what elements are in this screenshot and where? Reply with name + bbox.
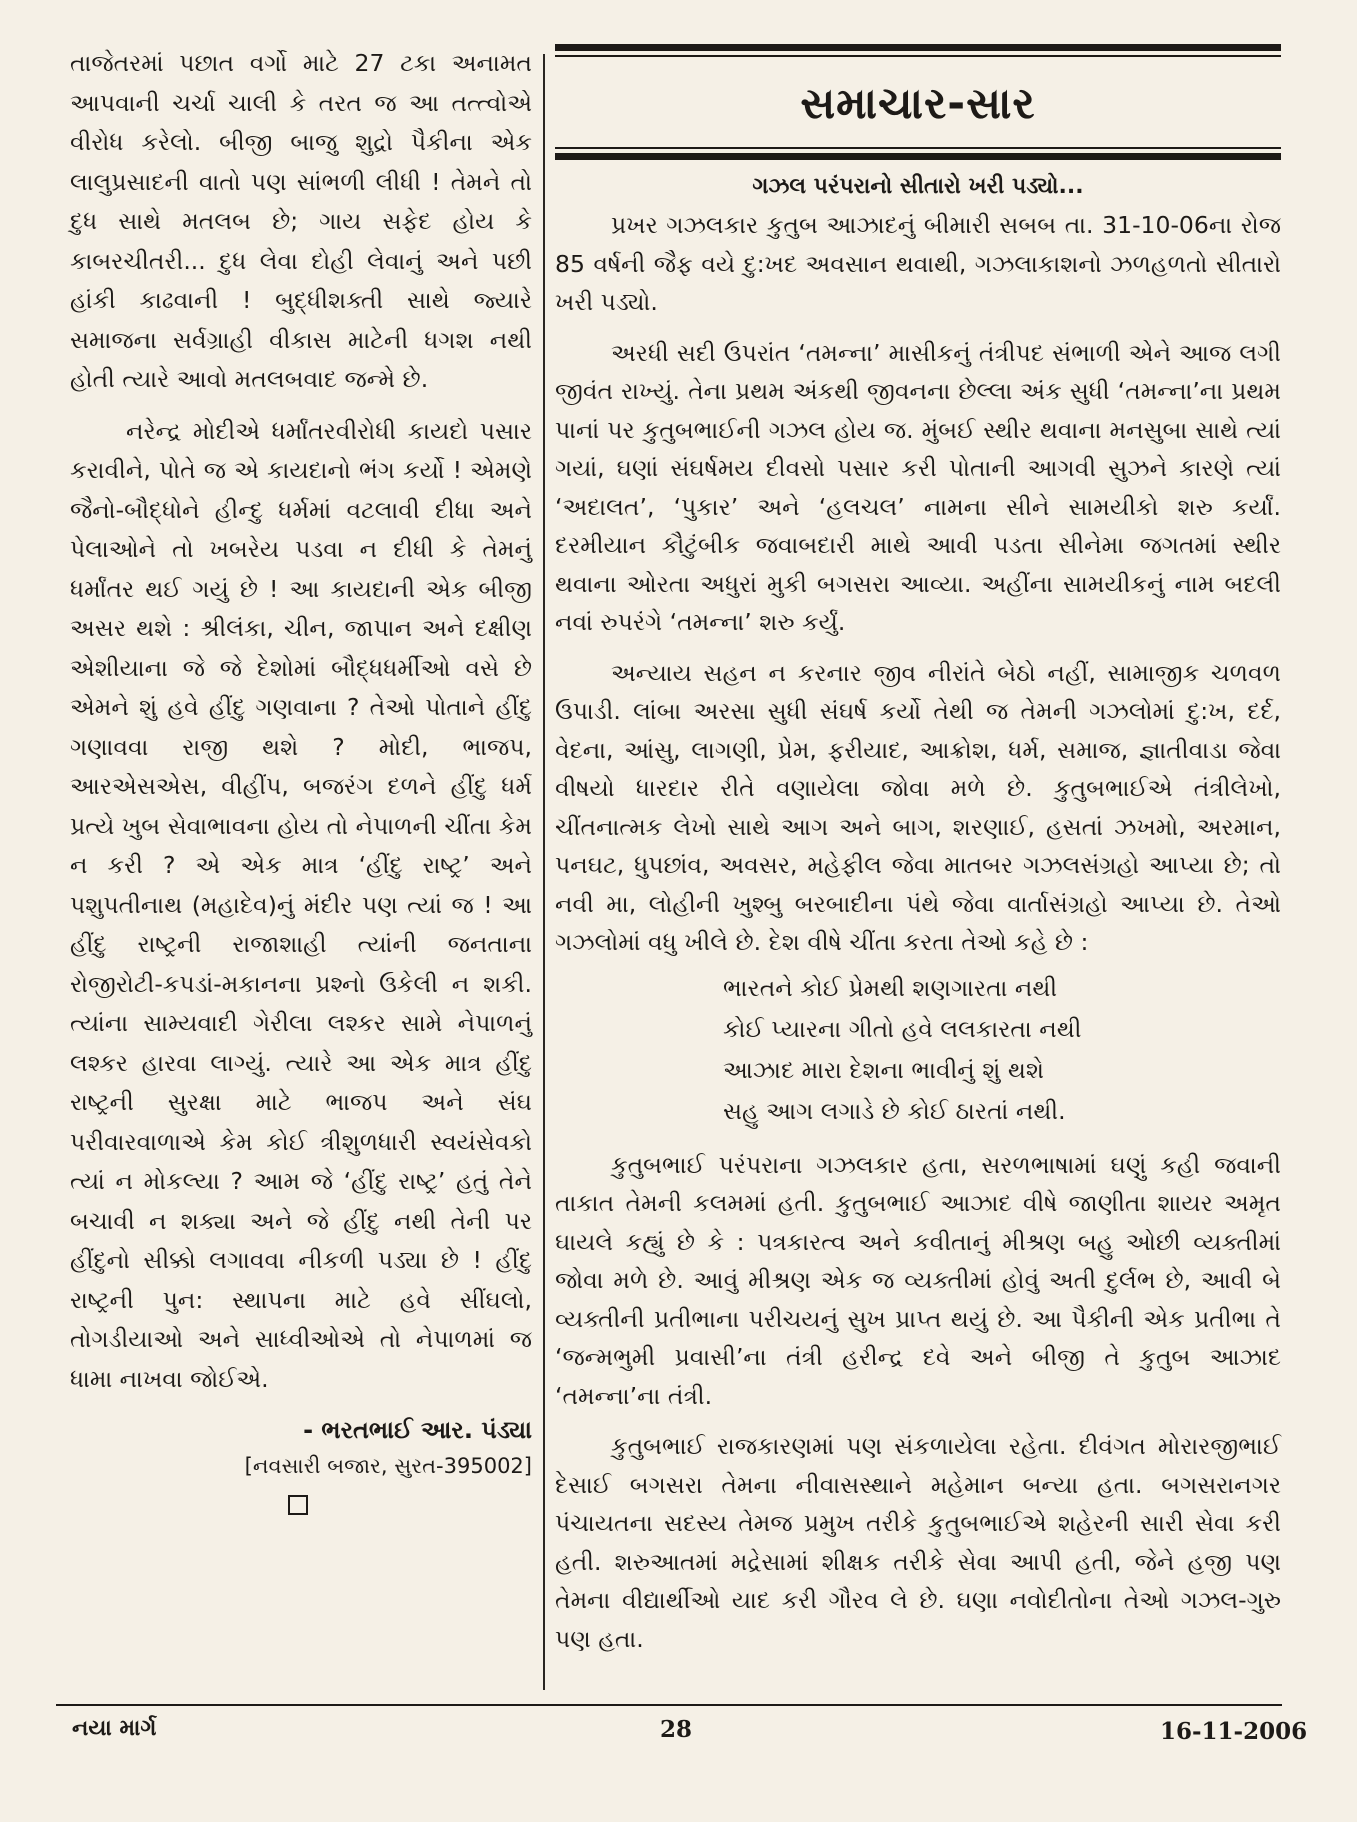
title-rule-bottom-thin (555, 147, 1281, 149)
page-number: 28 (660, 1716, 693, 1743)
issue-date: 16-11-2006 (1160, 1718, 1308, 1745)
left-column (70, 44, 532, 1704)
article-paragraph-3: અન્યાય સહન ન કરનાર જીવ નીરાંતે બેઠો નહીં, સામાજીક ચળવળ ઉપાડી. લાંબા અરસા સુધી સંઘર્ષ કર્યો તેથી જ તેમની ગઝલોમાં દુ:ખ, દર્દ, વેદના, આંસુ, લાગણી, પ્રેમ, ફરીયાદ, આક્રોશ, ધર્મ, સમાજ, જ્ઞાતીવાડા જેવા વીષયો ધારદાર રીતે વણાયેલા જોવા મળે છે. કુતુબભાઈએ તંત્રીલેખો, ચીંતનાત્મક લેખો સાથે આગ અને બાગ, શરણાઈ, હસતાં ઝખમો, અરમાન, પનઘટ, ધુપછાંવ, અવસર, મહેફીલ જેવા માતબર ગઝલસંગ્રહો આપ્યા છે; તો નવી મા, લોહીની ખુશ્બુ બરબાદીના પંથે જેવા વાર્તાસંગ્રહો આપ્યા છે. તેઓ ગઝલોમાં વધુ ખીલે છે. દેશ વીષે ચીંતા કરતા તેઓ કહે છે : (555, 658, 1281, 956)
right-column (555, 44, 1281, 1704)
left-paragraph-1: તાજેતરમાં પછાત વર્ગો માટે 27 ટકા અનામત આપવાની ચર્ચા ચાલી કે તરત જ આ તત્ત્વોએ વીરોધ કરેલો. બીજી બાજુ શુદ્રો પૈકીના એક લાલુપ્રસાદની વાતો પણ સાંભળી લીધી ! તેમને તો દુધ સાથે મતલબ છે; ગાય સફેદ હોય કે કાબરચીતરી... દુધ લેવા દોહી લેવાનું અને પછી હાંકી કાઢવાની ! બુદ્ધીશક્તી સાથે જ્યારે સમાજના સર્વગ્રાહી વીકાસ માટેની ધગશ નથી હોતી ત્યારે આવો મતલબવાદ જન્મે છે. (70, 49, 532, 393)
title-rule-top-thin (555, 55, 1281, 57)
left-paragraph-2: નરેન્દ્ર મોદીએ ધર્માંતરવીરોધી કાયદો પસાર કરાવીને, પોતે જ એ કાયદાનો ભંગ કર્યો ! એમણે જૈનો-બૌદ્ધોને હીન્દુ ધર્મમાં વટલાવી દીધા અને પેલાઓને તો ખબરેય પડવા ન દીધી કે તેમનું ધર્માંતર થઈ ગયું છે ! આ કાયદાની એક બીજી અસર થશે : શ્રીલંકા, ચીન, જાપાન અને દક્ષીણ એશીયાના જે જે દેશોમાં બૌદ્ધધર્મીઓ વસે છે એમને શું હવે હીંદુ ગણવાના ? તેઓ પોતાને હીંદુ ગણાવવા રાજી થશે ? મોદી, ભાજપ, આરએસએસ, વીહીંપ, બજરંગ દળને હીંદુ ધર્મ પ્રત્યે ખુબ સેવાભાવના હોય તો નેપાળની ચીંતા કેમ ન કરી ? એ એક માત્ર ‘હીંદુ રાષ્ટ્ર’ અને પશુપતીનાથ (મહાદેવ)નું મંદીર પણ ત્યાં જ ! આ હીંદુ રાષ્ટ્રની રાજાશાહી ત્યાંની જનતાના રોજીરોટી-કપડાં-મકાનના પ્રશ્નો ઉકેલી ન શકી. ત્યાંના સામ્યવાદી ગેરીલા લશ્કર સામે નેપાળનું લશ્કર હારવા લાગ્યું. ત્યારે આ એક માત્ર હીંદુ રાષ્ટ્રની સુરક્ષા માટે ભાજપ અને સંઘ પરીવારવાળાએ કેમ કોઈ ત્રીશુળધારી સ્વયંસેવકો ત્યાં ન મોકલ્યા ? આમ જે ‘હીંદુ રાષ્ટ્ર’ હતું તેને બચાવી ન શક્યા અને જે હીંદુ નથી તેની પર હીંદુનો સીક્કો લગાવવા નીકળી પડ્યા છે ! હીંદુ રાષ્ટ્રની પુન: સ્થાપના માટે હવે સીંઘલો, તોગડીયાઓ અને સાધ્વીઓએ તો નેપાળમાં જ ધામા નાખવા જોઈએ. (70, 416, 532, 1393)
footer-rule (56, 1704, 1282, 1706)
section-title: સમાચાર-સાર (800, 79, 1036, 129)
article-paragraph-1: પ્રખર ગઝલકાર કુતુબ આઝાદનું બીમારી સબબ તા. 31-10-06ના રોજ 85 વર્ષની જૈફ વયે દુ:ખદ અવસાન થવાથી, ગઝલાકાશનો ઝળહળતો સીતારો ખરી પડ્યો. (555, 211, 1281, 316)
poem-line-1: ભારતને કોઈ પ્રેમથી શણગારતા નથી (723, 973, 1058, 1002)
author-address: [નવસારી બજાર, સુરત-395002] (244, 1454, 532, 1478)
article-paragraph-2: અરધી સદી ઉપરાંત ‘તમન્ના’ માસીકનું તંત્રીપદ સંભાળી એને આજ લગી જીવંત રાખ્યું. તેના પ્રથમ અંકથી જીવનના છેલ્લા અંક સુધી ‘તમન્ના’ના પ્રથમ પાનાં પર કુતુબભાઈની ગઝલ હોય જ. મુંબઈ સ્થીર થવાના મનસુબા સાથે ત્યાં ગયાં, ઘણાં સંઘર્ષમય દીવસો પસાર કરી પોતાની આગવી સુઝને કારણે ત્યાં ‘અદાલત’, ‘પુકાર’ અને ‘હલચલ’ નામના સીને સામયીકો શરુ કર્યાં. દરમીયાન કૌટુંબીક જવાબદારી માથે આવી પડતા સીનેમા જગતમાં સ્થીર થવાના ઓરતા અધુરાં મુકી બગસરા આવ્યા. અહીંના સામયીકનું નામ બદલી નવાં રુપરંગે ‘તમન્ના’ શરુ કર્યું. (555, 338, 1281, 636)
title-rule-bottom-thick (555, 153, 1281, 160)
author-signature: - ભરતભાઈ આર. પંડ્યા (303, 1416, 532, 1444)
title-rule-top-thick (555, 44, 1281, 51)
article-heading: ગઝલ પરંપરાનો સીતારો ખરી પડ્યો... (752, 174, 1084, 199)
end-mark-box-icon (288, 1495, 308, 1515)
publication-name: નયા માર્ગ (72, 1716, 157, 1741)
poem-line-2: કોઈ પ્યારના ગીતો હવે લલકારતા નથી (723, 1014, 1082, 1043)
article-paragraph-5: કુતુબભાઈ રાજકારણમાં પણ સંકળાયેલા રહેતા. દીવંગત મોરારજીભાઈ દેસાઈ બગસરા તેમના નીવાસસ્થાને મહેમાન બન્યા હતા. બગસરાનગર પંચાયતના સદસ્ય તેમજ પ્રમુખ તરીકે કુતુબભાઈએ શહેરની સારી સેવા કરી હતી. શરુઆતમાં મદ્રેસામાં શીક્ષક તરીકે સેવા આપી હતી, જેને હજી પણ તેમના વીદ્યાર્થીઓ યાદ કરી ગૌરવ લે છે. ઘણા નવોદીતોના તેઓ ગઝલ-ગુરુ પણ હતા. (555, 1432, 1281, 1653)
poem-line-4: સહુ આગ લગાડે છે કોઈ ઠારતાં નથી. (723, 1096, 1066, 1125)
column-divider (543, 54, 545, 1690)
poem-block (723, 968, 1281, 1132)
poem-line-3: આઝાદ મારા દેશના ભાવીનું શું થશે (723, 1055, 1045, 1084)
article-paragraph-4: કુતુબભાઈ પરંપરાના ગઝલકાર હતા, સરળભાષામાં ઘણું કહી જવાની તાકાત તેમની કલમમાં હતી. કુતુબભાઈ આઝાદ વીષે જાણીતા શાયર અમૃત ઘાયલે કહ્યું છે કે : પત્રકારત્વ અને કવીતાનું મીશ્રણ બહુ ઓછી વ્યક્તીમાં જોવા મળે છે. આવું મીશ્રણ એક જ વ્યક્તીમાં હોવું અતી દુર્લભ છે, આવી બે વ્યક્તીની પ્રતીભાના પરીચયનું સુખ પ્રાપ્ત થયું છે. આ પૈકીની એક પ્રતીભા તે ‘જન્મભુમી પ્રવાસી’ના તંત્રી હરીન્દ્ર દવે અને બીજી તે કુતુબ આઝાદ ‘તમન્ના’ના તંત્રી. (555, 1150, 1281, 1410)
